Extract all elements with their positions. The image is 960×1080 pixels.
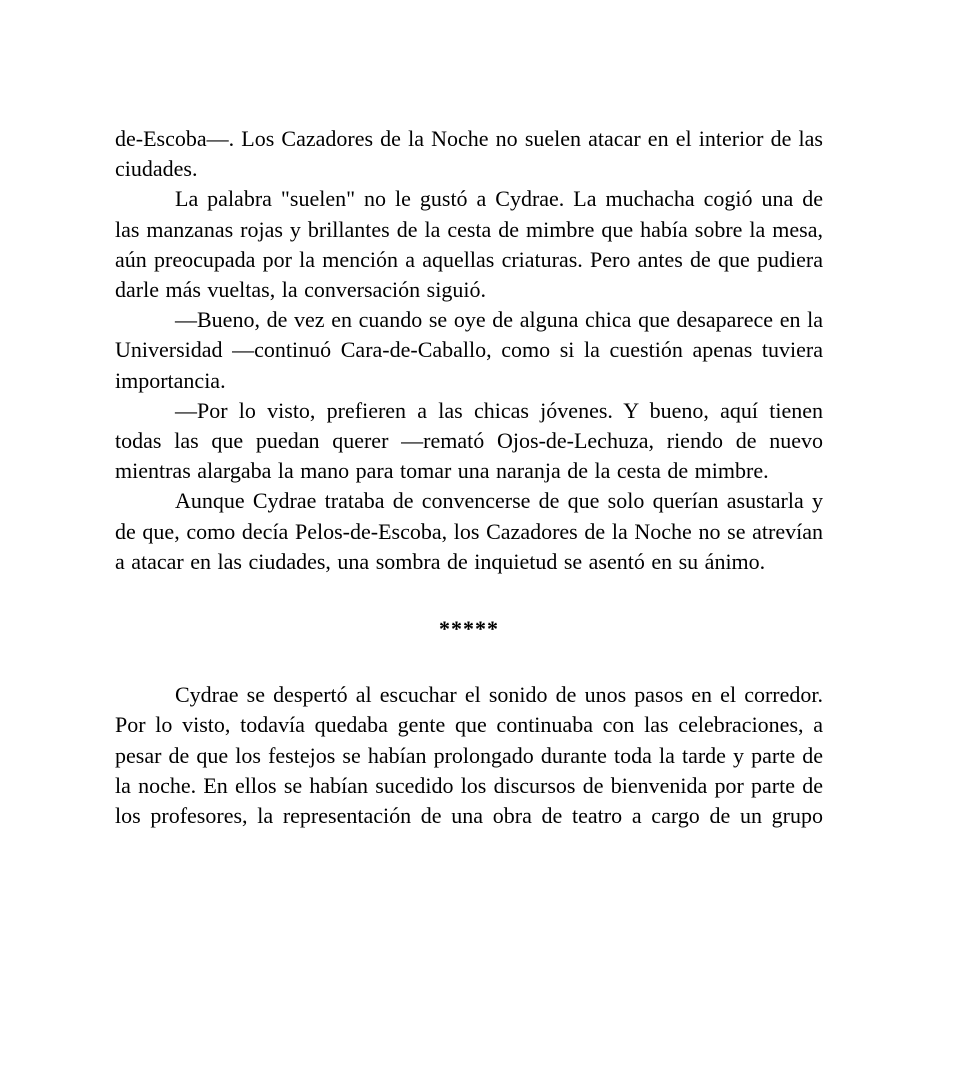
paragraph: La palabra "suelen" no le gustó a Cydrae. La muchacha cogió una de las manzanas rojas y brillantes de la cesta de mimbre que había sobre la mesa, aún preocupada por la mención a aquellas criaturas. Pero antes de que pudiera darle más vueltas, la conversación siguió. [115, 186, 823, 303]
paragraph-dialogue: —Bueno, de vez en cuando se oye de alguna chica que desaparece en la Universidad —continuó Cara-de-Caballo, como si la cuestión apenas tuviera importancia. [115, 307, 823, 393]
paragraph-continuation: de-Escoba—. Los Cazadores de la Noche no suelen atacar en el interior de las ciudades. [115, 126, 823, 182]
paragraph-continues-next-page: Cydrae se despertó al escuchar el sonido de unos pasos en el corredor. Por lo visto, todavía quedaba gente que continuaba con las celebraciones, a pesar de que los festejos se habían prolongado durante toda la tarde y parte de la noche. En ellos se habían sucedido los discursos de bienvenida por parte de los profesores, la representación de una obra de teatro a cargo de un grupo [115, 682, 823, 829]
paragraph-dialogue: —Por lo visto, prefieren a las chicas jóvenes. Y bueno, aquí tienen todas las que puedan querer —remató Ojos-de-Lechuza, riendo de nuevo mientras alargaba la mano para tomar una naranja de la cesta de mimbre. [115, 397, 823, 484]
section-break-separator: ***** [439, 616, 499, 642]
paragraph: Aunque Cydrae trataba de convencerse de que solo querían asustarla y de que, como decía Pelos-de-Escoba, los Cazadores de la Noche no se atrevían a atacar en las ciudades, una sombra de inquietud se asentó en su ánimo. [115, 488, 823, 574]
